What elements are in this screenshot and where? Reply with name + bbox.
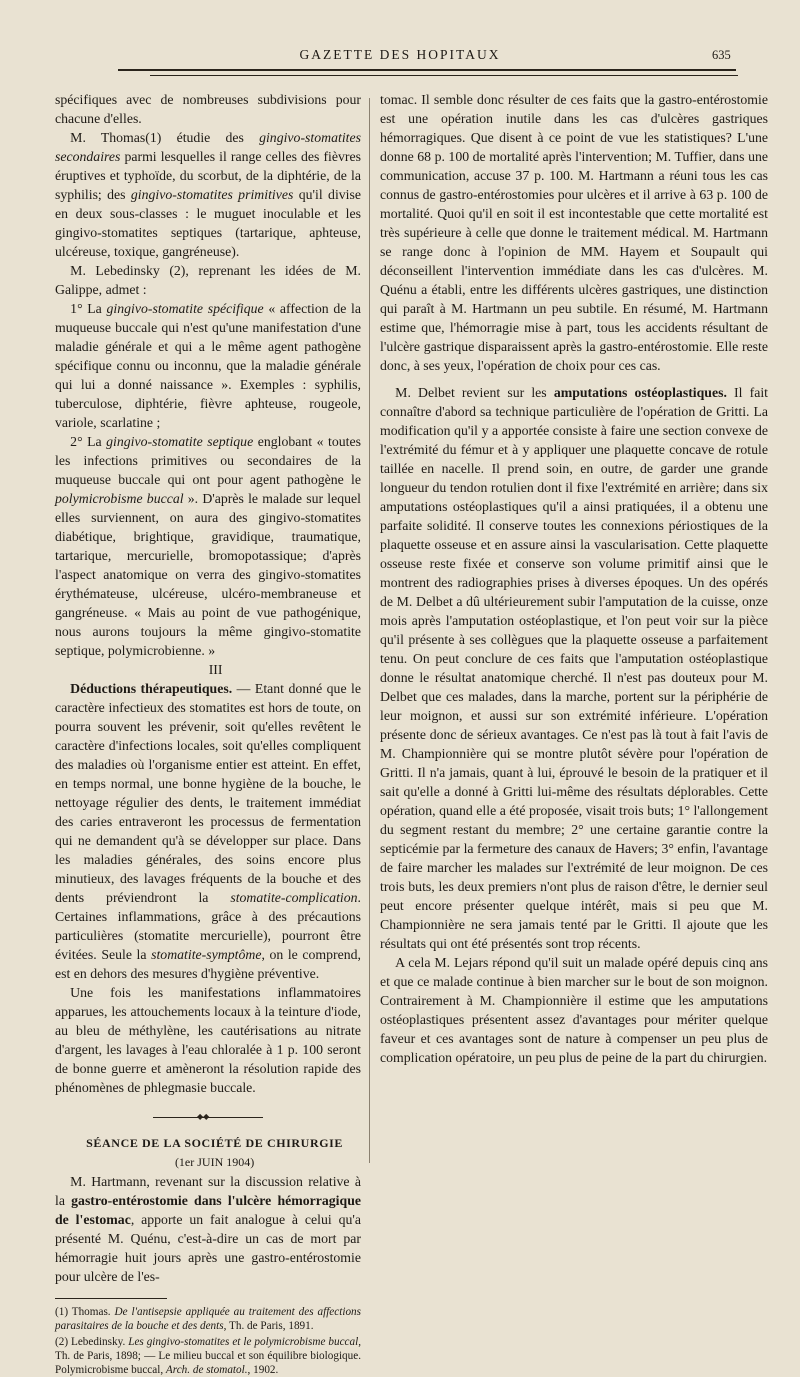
- paragraph: 2° La gingivo-stomatite septique englobant « toutes les infections primitives ou secondaires de la muqueuse buccale qui ont pour agent pathogène le polymicrobisme buccal ». D'après le malade sur lequel elles surviennent, on aura des gingivo-stomatites diabétique, brightique, gravidique, traumatique, tartarique, mercurielle, bromopotassique; d'après l'aspect anatomique on verra des gingivo-stomatites érythémateuse, ulcéreuse, ulcéro-membraneuse et gangréneuse. « Mais au point de vue pathogénique, nous aurons toujours la même gingivo-stomatite septique, polymicrobienne. »: [55, 434, 362, 658]
- header-rule-thin: [150, 75, 738, 76]
- paragraph: M. Delbet revient sur les amputations ostéoplastiques. Il fait connaître d'abord sa technique particulière de l'opération de Gritti. La modification qu'il y a apportée consiste à faire une section convexe de l'extrémité du fémur et à y appliquer une plaquette concave de rotule taillée en nacelle. Il prend soin, en outre, de garder une grande longueur du tendon rotulien dont il fixe l'extrémité en arrière; dans six amputations ostéoplastiques qu'il a ainsi pratiquées, il a obtenu une parfaite solidité. Il conserve toutes les connexions périostiques de la plaquette osseuse et en assure ainsi la vascularisation. Cette plaquette osseuse reste fixée et conserve son volume primitif ainsi que le montrent des radiographies prises à diverses époques. Un des opérés de M. Delbet a dû ultérieurement subir l'amputation de la cuisse, onze mois après l'amputation ostéoplastique, et l'on peut voir sur la pièce qu'il présente à ses collègues que la plaquette osseuse a parfaitement tenu. On peut conclure de ces faits que l'amputation ostéoplastique donne le résultat anatomique cherché. Il n'est pas douteux pour M. Delbet que ces malades, dans la marche, portent sur la périphérie de leur moignon, et aussi sur son extrémité inférieure. L'opération présente donc de sérieux avantages. Ce n'est pas là tout à fait l'avis de M. Championnière qui se montre plutôt sévère pour l'opération de Gritti. Il n'a jamais, quant à lui, éprouvé le besoin de la pratiquer et il sait qu'elle a donné à Gritti lui-même des résultats déplorables. Cette opération, quand elle a été proposée, visait trois buts; 1° l'allongement du segment restant du membre; 2° une certaine garantie contre la septicémie par la fermeture des canaux de Havers; 3° enfin, l'avantage de faire marcher les malades sur l'extrémité de leur moignon. De ces trois buts, les deux premiers n'ont plus de raison d'être, le dernier seul peut encore présenter quelque intérêt, mais si peu que M. Championnière ne sera jamais tenté par le Gritti. Il ajoute que les résultats qui ont été présentés sont trop récents.: [380, 385, 768, 951]
- paragraph: tomac. Il semble donc résulter de ces faits que la gastro-entérostomie est une opération inutile dans les cas d'ulcères gastriques hémorragiques. Que disent à ce point de vue les statistiques? L'une donne 68 p. 100 de mortalité après l'intervention; M. Tuffier, dans une communication, accuse 37 p. 100. M. Hartmann a réuni tous les cas connus de gastro-entérostomies pour ulcères et il arrive à 63 p. 100 de mortalité. Quoi qu'il en soit il est incontestable que cette mortalité est très supérieure à celle que donne le traitement médical. M. Hartmann se range donc à l'opinion de MM. Hayem et Soupault qui déconseillent l'intervention immédiate dans les cas d'ulcères. M. Quénu a établi, entre les différents ulcères gastriques, une distinction qui paraît à M. Hartmann un peu subtile. En résumé, M. Hartmann estime que, l'hémorragie mise à part, tous les accidents résultant de l'ulcère gastrique disparaissent après la gastro-entérostomie. Elle reste donc, à ses yeux, l'opération de choix pour ces cas.: [380, 92, 768, 373]
- page-header: [0, 0, 800, 100]
- header-rule-thick: [118, 69, 736, 71]
- footnote: (1) Thomas. De l'antisepsie appliquée au traitement des affections parasitaires de la bouche et des dents, Th. de Paris, 1891.: [55, 1306, 361, 1332]
- column-divider: [369, 98, 370, 1163]
- paragraph: Déductions thérapeutiques. — Etant donné que le caractère infectieux des stomatites est hors de toute, on pourra souvent les prévenir, soit qu'elles revêtent le caractère d'infections locales, soit qu'elles compliquent des maladies où l'organisme entier est atteint. En effet, en temps normal, une bonne hygiène de la bouche, le nettoyage régulier des dents, le traitement immédiat des caries entraveront les processus de fermentation qui ne demandent qu'à se développer sur place. Dans les maladies générales, des soins encore plus minutieux, des lavages fréquents de la bouche et des dents préviendront la stomatite-complication. Certaines inflammations, grâce à des précautions particulières (stomatite mercurielle), pourront être évitées. Seule la stomatite-symptôme, on le comprend, est en dehors des mesures d'hygiène préventive.: [55, 681, 361, 981]
- paragraph: Une fois les manifestations inflammatoires apparues, les attouchements locaux à la teinture d'iode, au bleu de méthylène, les cautérisations au nitrate d'argent, les lavages à l'eau chloralée à 1 p. 100 seront de bonne guerre et amèneront la résolution rapide des phénomènes de phlegmasie buccale.: [55, 985, 361, 1095]
- section-heading: Déductions thérapeutiques.: [70, 681, 233, 696]
- session-date: (1er JUIN 1904): [174, 1155, 255, 1169]
- footnotes: [55, 1305, 361, 1377]
- section-numeral: III: [208, 662, 223, 677]
- footnote: (2) Lebedinsky. Les gingivo-stomatites et le polymicrobisme buccal, Th. de Paris, 1898; — Le milieu buccal et son équilibre biologique. Polymicrobisme buccal, Arch. de stomatol., 1902.: [55, 1336, 361, 1376]
- running-title: GAZETTE DES HOPITAUX: [299, 47, 501, 62]
- right-column: [380, 90, 768, 1067]
- paragraph: M. Thomas(1) étudie des gingivo-stomatites secondaires parmi lesquelles il range celles des fièvres éruptives et typhoïde, du scorbut, de la diphtérie, de la syphilis; des gingivo-stomatites primitives qu'il divise en deux sous-classes : le muguet inoculable et les gingivo-stomatites septiques (tartarique, aphteuse, ulcéreuse, toxique, gangréneuse).: [55, 130, 361, 259]
- footnote-rule: [55, 1298, 167, 1299]
- paragraph: 1° La gingivo-stomatite spécifique « affection de la muqueuse buccale qui n'est qu'une manifestation d'une maladie générale et qui a le même agent pathogène spécifique connu ou inconnu, que la maladie générale qui lui a donné naissance ». Exemples : syphilis, tuberculose, diphtérie, fièvre aphteuse, rougeole, variole, scarlatine ;: [55, 301, 361, 430]
- paragraph: M. Lebedinsky (2), reprenant les idées de M. Galippe, admet :: [55, 263, 361, 297]
- paragraph: M. Hartmann, revenant sur la discussion relative à la gastro-entérostomie dans l'ulcère hémorragique de l'estomac, apporte un fait analogue à celui qu'a présenté M. Quénu, c'est-à-dire un cas de mort par hémorragie huit jours après une gastro-entérostomie pour ulcère de l'es-: [55, 1174, 361, 1284]
- paragraph: A cela M. Lejars répond qu'il suit un malade opéré depuis cinq ans et que ce malade continue à bien marcher sur le bout de son moignon. Contrairement à M. Championnière il estime que les amputations ostéoplastiques présentent assez d'avantages pour mériter quelque faveur et ces avantages sont de nature à compenser un peu plus de complication opératoire, un peu plus de peine de la part du chirurgien.: [380, 955, 768, 1065]
- page-number: 635: [712, 48, 731, 62]
- left-column: [55, 90, 361, 1377]
- paragraph: spécifiques avec de nombreuses subdivisions pour chacune d'elles.: [55, 92, 361, 126]
- session-heading: SÉANCE DE LA SOCIÉTÉ DE CHIRURGIE: [86, 1136, 344, 1150]
- ornament-divider: ◆◆: [153, 1117, 263, 1118]
